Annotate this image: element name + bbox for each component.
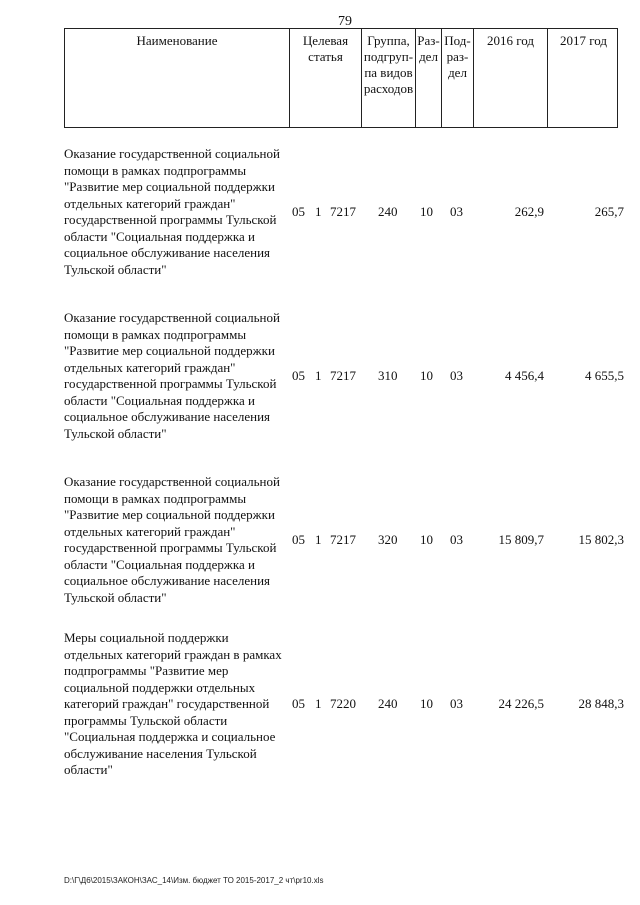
value-2017: 15 802,3 <box>578 532 624 547</box>
target-article-a: 05 <box>292 204 305 219</box>
target-article-c: 7217 <box>330 368 356 383</box>
target-article-c: 7217 <box>330 532 356 547</box>
header-year-2016-text: 2016 год <box>487 33 534 48</box>
row-name-line: области" <box>64 762 113 777</box>
row-name-line: социальной поддержки отдельных <box>64 679 256 695</box>
expense-group: 240 <box>378 696 398 711</box>
header-section <box>415 29 441 127</box>
target-article-a: 05 <box>292 696 305 711</box>
row-name-line: помощи в рамках подпрограммы <box>64 326 247 342</box>
target-article-b: 1 <box>315 368 322 383</box>
header-group-line: Группа, <box>367 33 410 48</box>
value-2017: 28 848,3 <box>578 696 624 711</box>
row-name <box>64 310 284 442</box>
subsection: 03 <box>450 204 463 219</box>
row-name <box>64 474 284 606</box>
row-name-line: государственной программы Тульской <box>64 376 277 391</box>
row-name-line: обслуживание населения Тульской <box>64 745 257 761</box>
row-name-line: "Развитие мер социальной поддержки <box>64 343 275 358</box>
value-2016: 24 226,5 <box>498 696 544 711</box>
value-2017: 265,7 <box>594 204 624 219</box>
row-name-line: категорий граждан" государственной <box>64 696 270 711</box>
header-target-line: статья <box>308 49 343 64</box>
header-target-line: Целевая <box>302 33 349 48</box>
section: 10 <box>420 532 433 547</box>
row-name-line: "Социальная поддержка и социальное <box>64 729 276 744</box>
header-section-line: дел <box>419 49 438 64</box>
header-subsection-line: дел <box>448 65 467 80</box>
row-name-line: Оказание государственной социальной <box>64 146 280 161</box>
row-name-line: государственной программы Тульской <box>64 212 277 227</box>
subsection: 03 <box>450 696 463 711</box>
row-name-line: помощи в рамках подпрограммы <box>64 490 247 506</box>
row-name-line: Меры социальной поддержки <box>64 630 229 645</box>
header-section-line: Раз- <box>417 33 440 48</box>
row-name-line: Тульской области" <box>64 589 167 605</box>
value-2017: 4 655,5 <box>585 368 624 383</box>
target-article-b: 1 <box>315 696 322 711</box>
header-group-line: расходов <box>363 81 414 96</box>
row-name-line: "Развитие мер социальной поддержки <box>64 507 275 522</box>
row-name-line: области "Социальная поддержка и <box>64 392 256 408</box>
value-2016: 15 809,7 <box>498 532 544 547</box>
target-article-a: 05 <box>292 532 305 547</box>
header-year-2016 <box>473 29 547 127</box>
section: 10 <box>420 696 433 711</box>
header-target-article <box>289 29 361 127</box>
target-article-c: 7220 <box>330 696 356 711</box>
row-name-line: Тульской области" <box>64 425 167 441</box>
row-name-line: отдельных категорий граждан" <box>64 195 236 211</box>
row-name-line: отдельных категорий граждан" <box>64 359 236 375</box>
subsection: 03 <box>450 532 463 547</box>
target-article-b: 1 <box>315 532 322 547</box>
value-2016: 4 456,4 <box>505 368 544 383</box>
header-name <box>65 29 289 127</box>
page-number: 79 <box>338 14 352 29</box>
row-name-line: государственной программы Тульской <box>64 540 277 555</box>
row-name <box>64 146 284 278</box>
row-name-line: Тульской области" <box>64 261 167 277</box>
header-year-2017-text: 2017 год <box>560 33 607 48</box>
row-name-line: Оказание государственной социальной <box>64 474 280 489</box>
row-name-line: области "Социальная поддержка и <box>64 556 256 572</box>
value-2016: 262,9 <box>514 204 544 219</box>
header-subsection <box>441 29 473 127</box>
row-name-line: социальное обслуживание населения <box>64 409 271 424</box>
header-group-line: па видов <box>364 65 413 80</box>
row-name-line: подпрограммы "Развитие мер <box>64 663 229 678</box>
header-name-text: Наименование <box>136 33 218 48</box>
row-name-line: социальное обслуживание населения <box>64 245 271 260</box>
row-name-line: отдельных категорий граждан" <box>64 523 236 539</box>
row-name-line: области "Социальная поддержка и <box>64 228 256 244</box>
header-subsection-line: раз- <box>446 49 469 64</box>
expense-group: 310 <box>378 368 398 383</box>
header-subsection-line: Под- <box>444 33 471 48</box>
row-name-line: помощи в рамках подпрограммы <box>64 162 247 178</box>
row-name-line: социальное обслуживание населения <box>64 573 271 588</box>
row-name-line: "Развитие мер социальной поддержки <box>64 179 275 194</box>
target-article-b: 1 <box>315 204 322 219</box>
row-name-line: Оказание государственной социальной <box>64 310 280 325</box>
row-name-line: программы Тульской области <box>64 712 228 728</box>
header-group-line: подгруп- <box>363 49 414 64</box>
row-name <box>64 630 284 779</box>
row-name-line: отдельных категорий граждан в рамках <box>64 646 282 662</box>
section: 10 <box>420 204 433 219</box>
footer-file-path: D:\Г\Д6\2015\ЗАКОН\ЗАС_14\Изм. бюджет ТО 2015-2017_2 чт\pr10.xls <box>64 876 324 885</box>
target-article-a: 05 <box>292 368 305 383</box>
section: 10 <box>420 368 433 383</box>
header-group <box>361 29 415 127</box>
expense-group: 240 <box>378 204 398 219</box>
header-year-2017 <box>547 29 619 127</box>
expense-group: 320 <box>378 532 398 547</box>
subsection: 03 <box>450 368 463 383</box>
table-header <box>64 28 618 128</box>
target-article-c: 7217 <box>330 204 356 219</box>
